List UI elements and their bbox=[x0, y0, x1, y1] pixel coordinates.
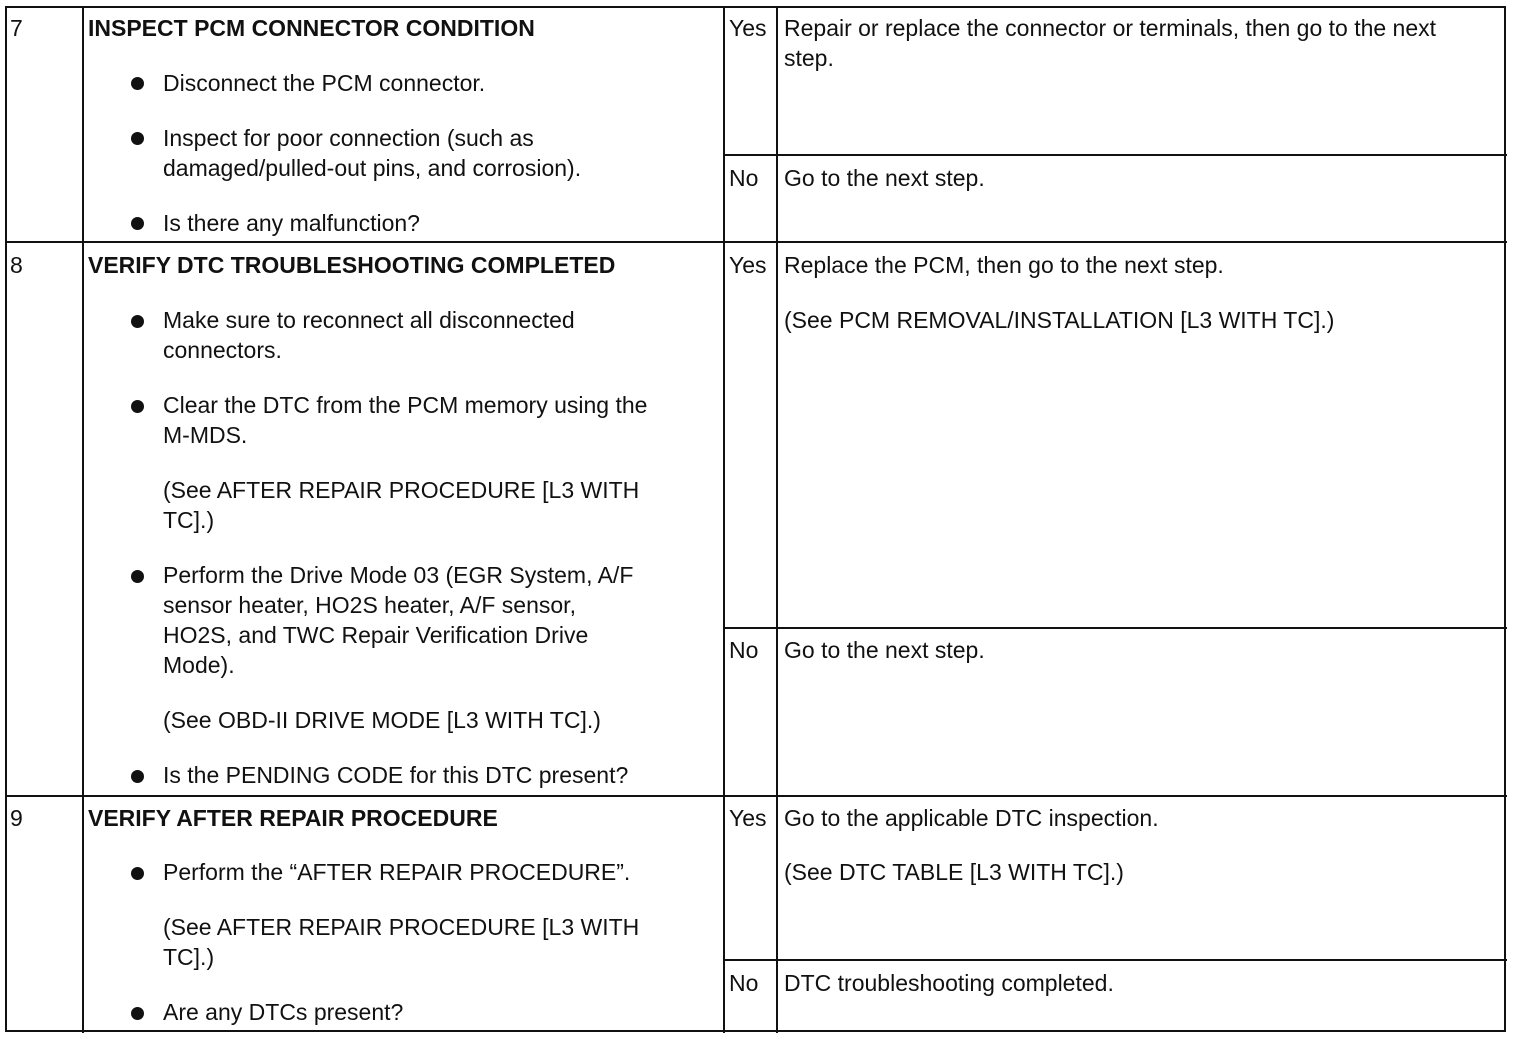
no-label: No bbox=[729, 637, 759, 663]
bullet-icon bbox=[131, 867, 144, 880]
yes-action: Replace the PCM, then go to the next step. bbox=[784, 252, 1224, 278]
yes-reference: (See PCM REMOVAL/INSTALLATION [L3 WITH TC].) bbox=[784, 307, 1335, 333]
step-instruction: Mode). bbox=[163, 652, 235, 678]
no-label: No bbox=[729, 165, 759, 191]
bullet-icon bbox=[131, 77, 144, 90]
troubleshooting-table bbox=[5, 6, 1507, 1033]
step-title: INSPECT PCM CONNECTOR CONDITION bbox=[88, 15, 535, 41]
row-divider-7-8 bbox=[5, 241, 1507, 243]
no-action: Go to the next step. bbox=[784, 637, 985, 663]
yes-label: Yes bbox=[729, 252, 767, 278]
no-label: No bbox=[729, 970, 759, 996]
step-instruction: HO2S, and TWC Repair Verification Drive bbox=[163, 622, 589, 648]
step-instruction: Inspect for poor connection (such as bbox=[163, 125, 534, 151]
step-number: 8 bbox=[10, 252, 23, 278]
reference-text: TC].) bbox=[163, 944, 215, 970]
step-instruction: Perform the Drive Mode 03 (EGR System, A/F bbox=[163, 562, 634, 588]
yes-label: Yes bbox=[729, 15, 767, 41]
yes-label: Yes bbox=[729, 805, 767, 831]
bullet-icon bbox=[131, 132, 144, 145]
reference-text: (See AFTER REPAIR PROCEDURE [L3 WITH bbox=[163, 914, 640, 940]
step-number: 9 bbox=[10, 805, 23, 831]
step-instruction: Make sure to reconnect all disconnected bbox=[163, 307, 575, 333]
bullet-icon bbox=[131, 1007, 144, 1020]
step-instruction: damaged/pulled-out pins, and corrosion). bbox=[163, 155, 582, 181]
step-instruction: Perform the “AFTER REPAIR PROCEDURE”. bbox=[163, 859, 631, 885]
step-instruction: Is the PENDING CODE for this DTC present? bbox=[163, 762, 629, 788]
yes-no-divider-7 bbox=[723, 154, 1507, 156]
step-instruction: M-MDS. bbox=[163, 422, 248, 448]
bullet-icon bbox=[131, 315, 144, 328]
reference-text: (See AFTER REPAIR PROCEDURE [L3 WITH bbox=[163, 477, 640, 503]
step-number: 7 bbox=[10, 15, 23, 41]
step-instruction: Are any DTCs present? bbox=[163, 999, 404, 1025]
reference-text: (See OBD-II DRIVE MODE [L3 WITH TC].) bbox=[163, 707, 601, 733]
step-title: VERIFY AFTER REPAIR PROCEDURE bbox=[88, 805, 498, 831]
yes-action: Repair or replace the connector or terminals, then go to the next bbox=[784, 15, 1437, 41]
yes-reference: (See DTC TABLE [L3 WITH TC].) bbox=[784, 859, 1124, 885]
bullet-icon bbox=[131, 770, 144, 783]
column-divider-number bbox=[82, 6, 84, 1033]
bullet-icon bbox=[131, 570, 144, 583]
bullet-icon bbox=[131, 217, 144, 230]
column-divider-action bbox=[776, 6, 778, 1033]
bullet-icon bbox=[131, 400, 144, 413]
yes-no-divider-9 bbox=[723, 959, 1507, 961]
reference-text: TC].) bbox=[163, 507, 215, 533]
yes-action: Go to the applicable DTC inspection. bbox=[784, 805, 1159, 831]
step-instruction: Is there any malfunction? bbox=[163, 210, 420, 236]
yes-no-divider-8 bbox=[723, 627, 1507, 629]
yes-action: step. bbox=[784, 45, 834, 71]
step-instruction: connectors. bbox=[163, 337, 282, 363]
step-instruction: sensor heater, HO2S heater, A/F sensor, bbox=[163, 592, 576, 618]
step-instruction: Disconnect the PCM connector. bbox=[163, 70, 486, 96]
column-divider-answer bbox=[723, 6, 725, 1033]
step-title: VERIFY DTC TROUBLESHOOTING COMPLETED bbox=[88, 252, 616, 278]
no-action: Go to the next step. bbox=[784, 165, 985, 191]
row-divider-8-9 bbox=[5, 795, 1507, 797]
step-instruction: Clear the DTC from the PCM memory using the bbox=[163, 392, 648, 418]
no-action: DTC troubleshooting completed. bbox=[784, 970, 1114, 996]
